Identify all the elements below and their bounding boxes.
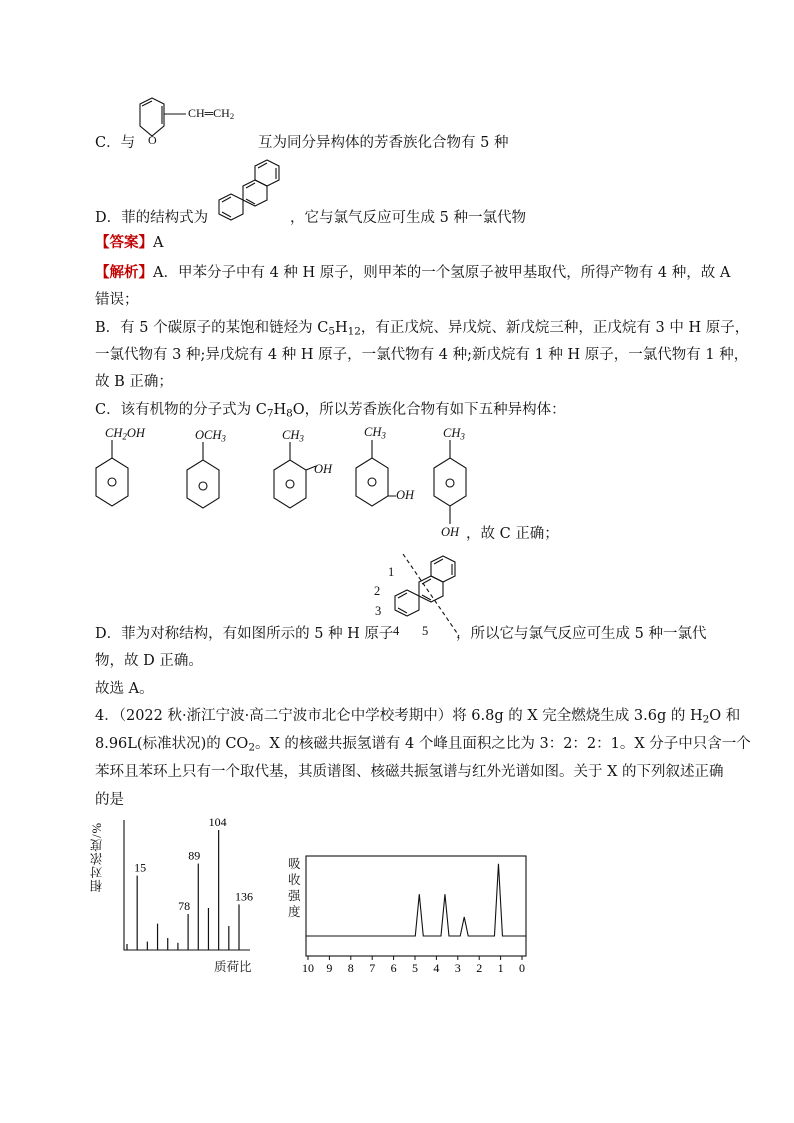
q4-line1-tail: O 和 xyxy=(709,708,741,724)
q4-line3: 苯环且苯环上只有一个取代基，其质谱图、核磁共振氢谱与红外光谱如图。关于 X 的下列叙述正确 xyxy=(95,764,724,780)
isomer5-bottom: OH xyxy=(441,525,460,539)
isomer2-top-text: OCH xyxy=(195,428,222,442)
analysis-d-line2: 物，故 D 正确。 xyxy=(95,653,203,669)
analysis-a-line1 xyxy=(95,263,730,283)
ring-oxygen: O xyxy=(148,133,157,147)
nmr-trace xyxy=(306,864,526,936)
q4-line1-text: 4．（2022 秋·浙江宁波·高二宁波市北仑中学校考期中）将 6.8g 的 X 完全燃烧生成 3.6g 的 H xyxy=(95,708,703,724)
analysis-c-line xyxy=(95,400,566,420)
answer-tag: 【答案】 xyxy=(95,234,153,251)
isomer1-top-text: CH xyxy=(105,426,123,440)
b-sub2: 12 xyxy=(347,325,361,338)
q4-line2-sub: 2 xyxy=(248,741,255,754)
isomer4-ring xyxy=(352,440,415,530)
nmr-ylabel xyxy=(288,856,304,920)
vinyl-group-label xyxy=(188,106,234,121)
phen-label-5: 5 xyxy=(422,624,429,638)
isomer4-top xyxy=(364,425,386,440)
nmr-tick-label: 2 xyxy=(476,961,483,975)
ms-xlabel: 质荷比 xyxy=(214,960,252,974)
b-pre: B．有 5 个碳原子的某饱和链烃为 C xyxy=(95,320,329,336)
isomer1-top-sub: 2 xyxy=(122,431,127,442)
analysis-b-line2: 一氯代物有 3 种;异戊烷有 4 种 H 原子，一氯代物有 4 种;新戊烷有 1 种 H 原子，一氯代物有 1 种， xyxy=(95,347,749,363)
nmr-tick-label: 8 xyxy=(347,961,354,975)
nmr-tick-label: 7 xyxy=(369,961,376,975)
vinyl-sub: 2 xyxy=(229,111,235,122)
analysis-tag: 【解析】 xyxy=(95,264,153,281)
nmr-tick-label: 5 xyxy=(412,961,418,975)
isomer5-top-text: CH xyxy=(443,426,461,440)
c-sub2: 8 xyxy=(286,407,293,420)
q4-line4: 的是 xyxy=(95,792,124,808)
ms-ylabel: 相对浓度/% xyxy=(90,822,104,892)
isomer3-top xyxy=(282,428,304,443)
answer-line xyxy=(95,233,163,253)
isomer5-top xyxy=(443,426,465,441)
isomer3-top-sub: 3 xyxy=(299,433,304,444)
phen-label-1: 1 xyxy=(388,565,395,579)
c-conclusion: ，故 C 正确； xyxy=(466,526,559,542)
isomer3-side: OH xyxy=(314,462,333,476)
isomer4-top-text: CH xyxy=(364,425,382,439)
ms-peak-label: 78 xyxy=(178,899,191,913)
nmr-tick-label: 1 xyxy=(497,961,504,975)
b-sub1: 5 xyxy=(328,325,335,338)
q4-line1 xyxy=(95,706,740,726)
q4-line2-pre: 8.96L(标准状况)的 CO xyxy=(95,736,249,752)
nmr-ylabel-char: 吸 xyxy=(288,857,301,871)
c-sub1: 7 xyxy=(266,407,274,420)
analysis-a-text: A．甲苯分子中有 4 种 H 原子，则甲苯的一个氢原子被甲基取代，所得产物有 4 种，故 A xyxy=(153,265,731,281)
q4-line2 xyxy=(95,734,751,754)
nmr-tick-label: 10 xyxy=(302,961,314,975)
b-post: ，有正戊烷、异戊烷、新戊烷三种，正戊烷有 3 中 H 原子， xyxy=(360,320,750,336)
nmr-ylabel-char: 度 xyxy=(288,905,301,919)
isomer2-top-sub: 3 xyxy=(221,433,226,444)
phen-label-4: 4 xyxy=(393,624,400,638)
isomer1-top-tail: OH xyxy=(126,426,145,440)
isomer4-side: OH xyxy=(396,488,415,502)
analysis-d-line1-post: ，所以它与氯气反应可生成 5 种一氯代 xyxy=(456,626,707,642)
mass-spectrum-chart xyxy=(100,815,280,978)
analysis-final: 故选 A。 xyxy=(95,681,154,697)
nmr-tick-label: 0 xyxy=(519,961,525,975)
isomer1-top xyxy=(105,426,145,441)
option-d-prefix: D．菲的结构式为 xyxy=(95,210,209,226)
nmr-tick-label: 9 xyxy=(326,961,333,975)
option-c-prefix: C．与 xyxy=(95,135,136,151)
ms-peak-label: 89 xyxy=(188,848,201,863)
c-post: O，所以芳香族化合物有如下五种异构体： xyxy=(292,402,566,418)
c-pre: C．该有机物的分子式为 C xyxy=(95,402,267,418)
isomer3-top-text: CH xyxy=(282,428,300,442)
ms-axis xyxy=(124,820,250,950)
analysis-d-line1-pre: D．菲为对称结构，有如图所示的 5 种 H 原子 xyxy=(95,626,394,642)
ms-peak-label: 136 xyxy=(235,889,253,904)
analysis-b-line3: 故 B 正确； xyxy=(95,374,173,390)
nmr-ylabel-char: 收 xyxy=(288,873,301,887)
phenanthrene-structure xyxy=(203,158,293,228)
q4-line1-sub: 2 xyxy=(702,713,710,726)
isomer1-ring xyxy=(92,440,142,530)
ms-peak-label: 15 xyxy=(134,860,147,875)
vinyl-group-text: CH═CH xyxy=(188,106,230,120)
ms-peak-label: 104 xyxy=(208,815,227,829)
isomer4-top-sub: 3 xyxy=(381,430,386,441)
isomer5-top-sub: 3 xyxy=(460,431,465,442)
b-mid: H xyxy=(334,320,348,336)
nmr-tick-label: 4 xyxy=(433,961,440,975)
q4-line2-post: 。X 的核磁共振氢谱有 4 个峰且面积之比为 3：2：2：1。X 分子中只含一个 xyxy=(254,736,751,752)
isomer3-ring xyxy=(270,442,333,532)
c-mid: H xyxy=(273,402,287,418)
nmr-spectrum-chart xyxy=(290,848,530,978)
nmr-tick-label: 6 xyxy=(390,961,397,975)
phen-label-3: 3 xyxy=(375,604,382,618)
nmr-ylabel-char: 强 xyxy=(288,889,301,903)
answer-value: A xyxy=(153,235,164,251)
option-d-text: ，它与氯气反应可生成 5 种一氯代物 xyxy=(290,210,526,226)
isomer2-top xyxy=(195,428,226,443)
phen-label-2: 2 xyxy=(374,584,381,598)
analysis-b-line1 xyxy=(95,318,749,338)
nmr-frame xyxy=(306,856,526,956)
option-c-text: 互为同分异构体的芳香族化合物有 5 种 xyxy=(258,135,509,151)
nmr-tick-label: 3 xyxy=(454,961,461,975)
analysis-a-line2: 错误； xyxy=(95,292,139,308)
isomer2-ring xyxy=(183,442,233,532)
